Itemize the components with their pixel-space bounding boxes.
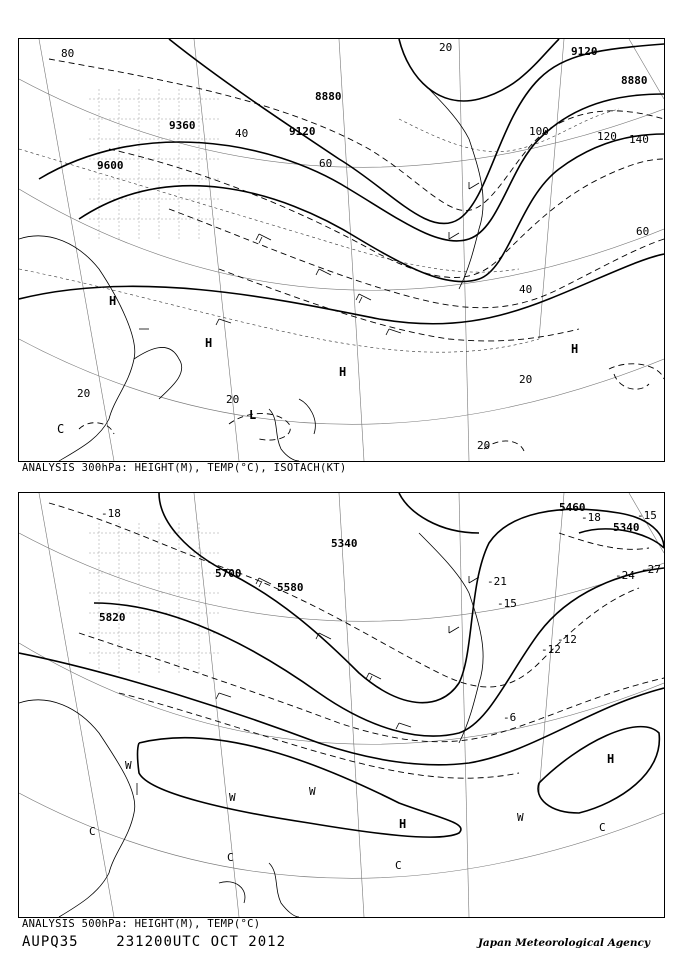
isotach-label: 140 (629, 133, 649, 146)
height-label: 5820 (99, 611, 126, 624)
isotach-label: 40 (235, 127, 249, 140)
analysis-500hpa-map (18, 492, 665, 918)
map-500hpa-canvas (19, 493, 664, 917)
height-label: 5460 (559, 501, 586, 514)
height-label: 5580 (277, 581, 304, 594)
height-label: 5340 (331, 537, 358, 550)
valid-time: 231200UTC OCT 2012 (116, 934, 287, 950)
cold-center-symbol: C (599, 821, 606, 834)
height-label: 8880 (315, 90, 342, 103)
isotherm-label: -24 (615, 569, 635, 582)
agency-name: Japan Meteorological Agency (477, 937, 650, 949)
isotach-label: 120 (597, 130, 617, 143)
panel-caption-300hpa: ANALYSIS 300hPa: HEIGHT(M), TEMP(°C), ISOTACH(KT) (22, 462, 347, 474)
isotach-label: 60 (636, 225, 650, 238)
isotherm-label: -15 (497, 597, 517, 610)
high-center-symbol: H (607, 752, 615, 766)
high-center-symbol: H (399, 817, 407, 831)
isotherm-label: -27 (641, 563, 661, 576)
height-label: 9360 (169, 119, 196, 132)
panel-caption-500hpa: ANALYSIS 500hPa: HEIGHT(M), TEMP(°C) (22, 918, 261, 930)
isotherm-label: -18 (581, 511, 601, 524)
cold-center-symbol: C (57, 422, 65, 436)
high-center-symbol: H (109, 294, 117, 308)
warm-center-symbol: W (309, 785, 316, 798)
isotherm-label: -6 (503, 711, 517, 724)
low-center-symbol: L (249, 408, 257, 422)
isotach-label: 20 (439, 41, 453, 54)
cold-center-symbol: C (227, 851, 234, 864)
height-label: 9120 (289, 125, 316, 138)
isotach-label: 20 (77, 387, 91, 400)
contour-labels (99, 501, 661, 724)
chart-identifier (22, 934, 286, 950)
wind-barbs (139, 182, 479, 335)
isotach-label: 60 (319, 157, 333, 170)
isotach-label: 20 (477, 439, 491, 452)
temperature-centers (89, 759, 606, 872)
height-label: 9600 (97, 159, 124, 172)
map-300hpa-canvas (19, 39, 664, 461)
coastline (19, 79, 483, 461)
isotach-label: 20 (519, 373, 533, 386)
isotach-contours (49, 59, 664, 451)
pressure-centers (399, 752, 614, 831)
isotach-label: 20 (226, 393, 240, 406)
high-center-symbol: H (339, 365, 347, 379)
contour-labels (61, 41, 649, 452)
warm-center-symbol: W (229, 791, 236, 804)
warm-center-symbol: W (517, 811, 524, 824)
isotach-label: 100 (529, 125, 549, 138)
isotherm-label: -12 (541, 643, 561, 656)
graticule (19, 493, 664, 917)
cold-center-symbol: C (89, 825, 96, 838)
isotherm-label: -15 (637, 509, 657, 522)
high-center-symbol: H (205, 336, 213, 350)
high-center-symbol: H (571, 342, 579, 356)
height-label: 5340 (613, 521, 640, 534)
isotherm-label: -21 (487, 575, 507, 588)
coastline (19, 533, 483, 917)
isotach-label: 40 (519, 283, 533, 296)
analysis-300hpa-map (18, 38, 665, 462)
cold-center-symbol: C (395, 859, 402, 872)
height-label: 5700 (215, 567, 242, 580)
isotach-label: 80 (61, 47, 75, 60)
graticule (19, 39, 664, 461)
isotherm-label: -18 (101, 507, 121, 520)
height-label: 8880 (621, 74, 648, 87)
height-label: 9120 (571, 45, 598, 58)
chart-code: AUPQ35 (22, 934, 79, 950)
warm-center-symbol: W (125, 759, 132, 772)
isotherm-label: -12 (557, 633, 577, 646)
